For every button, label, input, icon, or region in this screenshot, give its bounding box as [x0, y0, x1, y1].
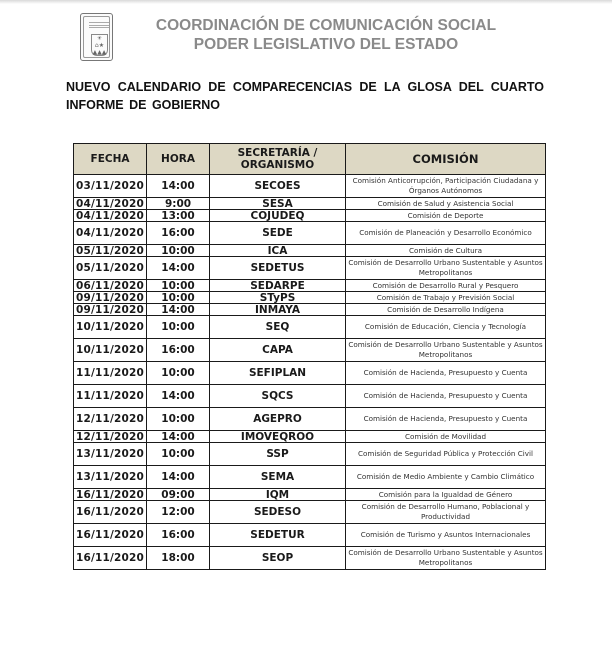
time-cell: 10:00: [147, 362, 210, 385]
secretaria-cell: SEQ: [210, 316, 346, 339]
secretaria-cell: INMAYA: [210, 304, 346, 316]
date-cell: 11/11/2020: [74, 385, 147, 408]
comision-cell: Comisión de Turismo y Asuntos Internacionales: [346, 524, 546, 547]
time-cell: 10:00: [147, 292, 210, 304]
table-row: [74, 245, 546, 257]
time-cell: 18:00: [147, 547, 210, 570]
secretaria-cell: STyPS: [210, 292, 346, 304]
comision-cell: Comisión de Seguridad Pública y Protección Civil: [346, 443, 546, 466]
comision-cell: Comisión de Desarrollo Urbano Sustentable y Asuntos Metropolitanos: [346, 257, 546, 280]
comision-cell: Comisión de Movilidad: [346, 431, 546, 443]
secretaria-cell: SSP: [210, 443, 346, 466]
table-row: [74, 292, 546, 304]
secretaria-cell: SEMA: [210, 466, 346, 489]
time-cell: 14:00: [147, 431, 210, 443]
date-cell: 04/11/2020: [74, 210, 147, 222]
table-row: [74, 362, 546, 385]
date-cell: 16/11/2020: [74, 547, 147, 570]
comision-cell: Comisión Anticorrupción, Participación Ciudadana y Órganos Autónomos: [346, 175, 546, 198]
date-cell: 16/11/2020: [74, 501, 147, 524]
secretaria-cell: IQM: [210, 489, 346, 501]
secretaria-cell: SECOES: [210, 175, 346, 198]
time-cell: 13:00: [147, 210, 210, 222]
time-cell: 16:00: [147, 339, 210, 362]
date-cell: 05/11/2020: [74, 245, 147, 257]
top-edge-shadow: [0, 0, 612, 4]
date-cell: 12/11/2020: [74, 408, 147, 431]
secretaria-cell: SEOP: [210, 547, 346, 570]
time-cell: 16:00: [147, 524, 210, 547]
comision-cell: Comisión de Educación, Ciencia y Tecnología: [346, 316, 546, 339]
table-row: [74, 547, 546, 570]
table-row: [74, 443, 546, 466]
date-cell: 13/11/2020: [74, 443, 147, 466]
comision-cell: Comisión de Desarrollo Humano, Poblacional y Productividad: [346, 501, 546, 524]
date-cell: 05/11/2020: [74, 257, 147, 280]
date-cell: 10/11/2020: [74, 316, 147, 339]
org-line-2: PODER LEGISLATIVO DEL ESTADO: [193, 36, 459, 53]
time-cell: 14:00: [147, 175, 210, 198]
date-cell: 16/11/2020: [74, 524, 147, 547]
table-header-row: [74, 144, 546, 175]
time-cell: 16:00: [147, 222, 210, 245]
secretaria-cell: SQCS: [210, 385, 346, 408]
time-cell: 10:00: [147, 443, 210, 466]
date-cell: 16/11/2020: [74, 489, 147, 501]
comision-cell: Comisión para la Igualdad de Género: [346, 489, 546, 501]
date-cell: 09/11/2020: [74, 304, 147, 316]
date-cell: 10/11/2020: [74, 339, 147, 362]
time-cell: 14:00: [147, 304, 210, 316]
time-cell: 09:00: [147, 489, 210, 501]
table-row: [74, 210, 546, 222]
table-body: [74, 175, 546, 570]
secretaria-cell: SEDETUR: [210, 524, 346, 547]
comision-cell: Comisión de Medio Ambiente y Cambio Climático: [346, 466, 546, 489]
secretaria-cell: IMOVEQROO: [210, 431, 346, 443]
table-row: [74, 339, 546, 362]
secretaria-cell: SEDE: [210, 222, 346, 245]
time-cell: 9:00: [147, 198, 210, 210]
comision-cell: Comisión de Desarrollo Rural y Pesquero: [346, 280, 546, 292]
table-row: [74, 257, 546, 280]
secretaria-cell: SEFIPLAN: [210, 362, 346, 385]
table-row: [74, 175, 546, 198]
table-row: [74, 501, 546, 524]
column-header-secretaria: SECRETARÍA / ORGANISMO: [210, 144, 346, 175]
comision-cell: Comisión de Desarrollo Urbano Sustentable y Asuntos Metropolitanos: [346, 547, 546, 570]
comision-cell: Comisión de Trabajo y Previsión Social: [346, 292, 546, 304]
secretaria-cell: SEDESO: [210, 501, 346, 524]
comparecencias-table: [73, 143, 546, 570]
table-row: [74, 304, 546, 316]
time-cell: 10:00: [147, 280, 210, 292]
secretaria-cell: SEDARPE: [210, 280, 346, 292]
comision-cell: Comisión de Cultura: [346, 245, 546, 257]
table-row: [74, 198, 546, 210]
date-cell: 04/11/2020: [74, 222, 147, 245]
table-row: [74, 280, 546, 292]
column-header-fecha: FECHA: [74, 144, 147, 175]
org-line-1: COORDINACIÓN DE COMUNICACIÓN SOCIAL: [155, 17, 497, 34]
date-cell: 03/11/2020: [74, 175, 147, 198]
secretaria-cell: COJUDEQ: [210, 210, 346, 222]
comision-cell: Comisión de Hacienda, Presupuesto y Cuenta: [346, 385, 546, 408]
table-row: [74, 385, 546, 408]
date-cell: 12/11/2020: [74, 431, 147, 443]
secretaria-cell: ICA: [210, 245, 346, 257]
table-row: [74, 408, 546, 431]
secretaria-cell: SEDETUS: [210, 257, 346, 280]
comision-cell: Comisión de Desarrollo Indígena: [346, 304, 546, 316]
comision-cell: Comisión de Hacienda, Presupuesto y Cuenta: [346, 408, 546, 431]
comision-cell: Comisión de Planeación y Desarrollo Económico: [346, 222, 546, 245]
comision-cell: Comisión de Salud y Asistencia Social: [346, 198, 546, 210]
table-row: [74, 316, 546, 339]
comision-cell: Comisión de Desarrollo Urbano Sustentable y Asuntos Metropolitanos: [346, 339, 546, 362]
column-header-comision: COMISIÓN: [346, 144, 546, 175]
table-row: [74, 489, 546, 501]
time-cell: 10:00: [147, 408, 210, 431]
time-cell: 14:00: [147, 385, 210, 408]
secretaria-cell: AGEPRO: [210, 408, 346, 431]
time-cell: 10:00: [147, 316, 210, 339]
date-cell: 06/11/2020: [74, 280, 147, 292]
table-row: [74, 222, 546, 245]
document-title: NUEVO CALENDARIO DE COMPARECENCIAS DE LA GLOSA DEL CUARTO INFORME DE GOBIERNO: [66, 80, 544, 112]
secretaria-cell: SESA: [210, 198, 346, 210]
time-cell: 14:00: [147, 257, 210, 280]
table-row: [74, 466, 546, 489]
table-row: [74, 431, 546, 443]
comision-cell: Comisión de Deporte: [346, 210, 546, 222]
time-cell: 12:00: [147, 501, 210, 524]
date-cell: 13/11/2020: [74, 466, 147, 489]
date-cell: 04/11/2020: [74, 198, 147, 210]
comision-cell: Comisión de Hacienda, Presupuesto y Cuenta: [346, 362, 546, 385]
column-header-hora: HORA: [147, 144, 210, 175]
secretaria-cell: CAPA: [210, 339, 346, 362]
table-row: [74, 524, 546, 547]
time-cell: 10:00: [147, 245, 210, 257]
organization-header: [150, 16, 502, 54]
date-cell: 09/11/2020: [74, 292, 147, 304]
time-cell: 14:00: [147, 466, 210, 489]
state-coat-of-arms-icon: ☀ ⌂★ ▲▲▲: [80, 13, 113, 61]
date-cell: 11/11/2020: [74, 362, 147, 385]
